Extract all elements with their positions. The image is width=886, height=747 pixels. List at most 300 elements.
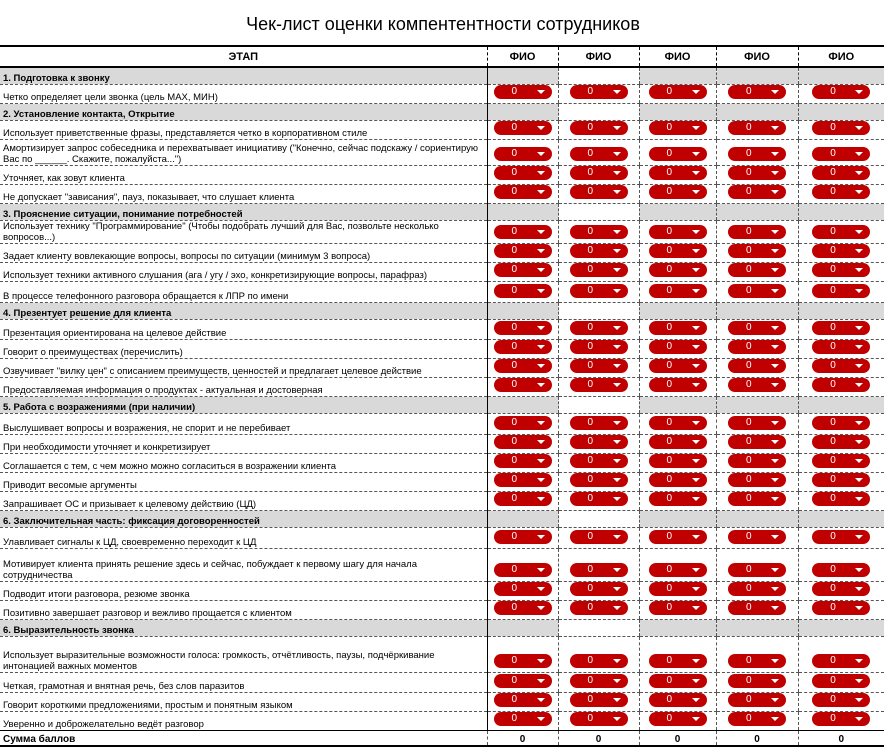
score-value: 0 xyxy=(666,285,673,296)
score-cell xyxy=(558,359,639,378)
score-dropdown[interactable] xyxy=(812,530,870,544)
section-cell xyxy=(558,620,639,637)
score-cell xyxy=(558,492,639,511)
chevron-down-icon xyxy=(537,326,545,330)
score-dropdown[interactable] xyxy=(494,85,552,99)
score-dropdown[interactable] xyxy=(570,435,628,449)
score-cell xyxy=(487,166,558,185)
chevron-down-icon xyxy=(692,171,700,175)
chevron-down-icon xyxy=(613,478,621,482)
score-value: 0 xyxy=(666,341,673,352)
score-dropdown[interactable] xyxy=(570,416,628,430)
score-dropdown[interactable] xyxy=(649,147,707,161)
section-cell xyxy=(798,397,884,414)
criterion-row xyxy=(0,673,884,693)
criterion-row xyxy=(0,359,884,378)
score-cell xyxy=(639,320,716,340)
score-cell xyxy=(639,528,716,549)
chevron-down-icon xyxy=(613,326,621,330)
criterion-row xyxy=(0,693,884,712)
section-title: 5. Работа с возражениями (при наличии) xyxy=(0,397,487,414)
chevron-down-icon xyxy=(613,698,621,702)
total-value: 0 xyxy=(798,731,884,747)
score-dropdown[interactable] xyxy=(649,416,707,430)
score-value: 0 xyxy=(746,264,752,275)
score-dropdown[interactable] xyxy=(812,601,870,615)
score-cell xyxy=(639,166,716,185)
score-dropdown[interactable] xyxy=(728,147,786,161)
score-dropdown[interactable] xyxy=(570,121,628,135)
score-value: 0 xyxy=(830,379,836,390)
criterion-label: При необходимости уточняет и конкретизирует xyxy=(0,435,487,454)
chevron-down-icon xyxy=(692,190,700,194)
score-value: 0 xyxy=(587,360,594,371)
criterion-row xyxy=(0,121,884,140)
checklist-sheet xyxy=(0,45,886,745)
score-dropdown[interactable] xyxy=(728,712,786,726)
score-dropdown[interactable] xyxy=(728,244,786,258)
score-dropdown[interactable] xyxy=(494,712,552,726)
chevron-down-icon xyxy=(855,326,863,330)
score-dropdown[interactable] xyxy=(728,321,786,335)
score-dropdown[interactable] xyxy=(649,712,707,726)
score-dropdown[interactable] xyxy=(728,185,786,199)
score-dropdown[interactable] xyxy=(649,263,707,277)
score-cell xyxy=(487,582,558,601)
score-dropdown[interactable] xyxy=(570,185,628,199)
score-dropdown[interactable] xyxy=(570,147,628,161)
score-value: 0 xyxy=(746,474,752,485)
score-value: 0 xyxy=(746,436,752,447)
criterion-label: Позитивно завершает разговор и вежливо прощается с клиентом xyxy=(0,601,487,620)
score-cell xyxy=(639,673,716,693)
score-dropdown[interactable] xyxy=(570,601,628,615)
score-dropdown[interactable] xyxy=(570,582,628,596)
score-cell xyxy=(558,637,639,673)
score-cell xyxy=(558,263,639,282)
criterion-row xyxy=(0,582,884,601)
score-dropdown[interactable] xyxy=(812,473,870,487)
score-dropdown[interactable] xyxy=(570,473,628,487)
score-value: 0 xyxy=(746,417,752,428)
score-cell xyxy=(558,601,639,620)
criterion-row xyxy=(0,185,884,204)
chevron-down-icon xyxy=(537,459,545,463)
chevron-down-icon xyxy=(537,90,545,94)
score-cell xyxy=(639,221,716,244)
chevron-down-icon xyxy=(537,478,545,482)
name-header: ФИО xyxy=(716,46,798,67)
criterion-row xyxy=(0,414,884,435)
score-value: 0 xyxy=(511,493,518,504)
score-cell xyxy=(558,414,639,435)
score-dropdown[interactable] xyxy=(494,454,552,468)
chevron-down-icon xyxy=(855,289,863,293)
score-cell xyxy=(716,435,798,454)
score-dropdown[interactable] xyxy=(494,321,552,335)
score-dropdown[interactable] xyxy=(728,225,786,239)
score-dropdown[interactable] xyxy=(728,85,786,99)
score-dropdown[interactable] xyxy=(570,674,628,688)
score-dropdown[interactable] xyxy=(728,359,786,373)
chevron-down-icon xyxy=(771,326,779,330)
chevron-down-icon xyxy=(771,90,779,94)
score-dropdown[interactable] xyxy=(494,435,552,449)
chevron-down-icon xyxy=(537,152,545,156)
chevron-down-icon xyxy=(537,364,545,368)
score-dropdown[interactable] xyxy=(728,492,786,506)
score-value: 0 xyxy=(666,322,673,333)
score-cell xyxy=(558,121,639,140)
score-cell xyxy=(798,320,884,340)
score-cell xyxy=(798,492,884,511)
section-cell xyxy=(798,104,884,121)
score-dropdown[interactable] xyxy=(812,359,870,373)
score-dropdown[interactable] xyxy=(570,563,628,577)
score-dropdown[interactable] xyxy=(649,582,707,596)
chevron-down-icon xyxy=(692,152,700,156)
criterion-label: Выслушивает вопросы и возражения, не спорит и не перебивает xyxy=(0,414,487,435)
score-dropdown[interactable] xyxy=(812,582,870,596)
stage-header: ЭТАП xyxy=(0,46,487,67)
score-value: 0 xyxy=(746,360,752,371)
chevron-down-icon xyxy=(855,126,863,130)
score-value: 0 xyxy=(587,713,594,724)
score-dropdown[interactable] xyxy=(812,378,870,392)
score-value: 0 xyxy=(746,675,752,686)
score-dropdown[interactable] xyxy=(570,340,628,354)
score-dropdown[interactable] xyxy=(494,416,552,430)
score-dropdown[interactable] xyxy=(812,244,870,258)
score-value: 0 xyxy=(666,167,673,178)
chevron-down-icon xyxy=(692,535,700,539)
score-dropdown[interactable] xyxy=(494,225,552,239)
criterion-label: Запрашивает ОС и призывает к целевому действию (ЦД) xyxy=(0,492,487,511)
chevron-down-icon xyxy=(771,345,779,349)
score-dropdown[interactable] xyxy=(494,166,552,180)
score-dropdown[interactable] xyxy=(570,530,628,544)
score-dropdown[interactable] xyxy=(812,435,870,449)
score-dropdown[interactable] xyxy=(728,582,786,596)
score-cell xyxy=(639,582,716,601)
score-dropdown[interactable] xyxy=(494,601,552,615)
score-cell xyxy=(639,473,716,492)
score-dropdown[interactable] xyxy=(494,378,552,392)
criterion-label: Не допускает "зависания", пауз, показывает, что слушает клиента xyxy=(0,185,487,204)
score-dropdown[interactable] xyxy=(570,654,628,668)
chevron-down-icon xyxy=(537,698,545,702)
criterion-row xyxy=(0,166,884,185)
section-cell xyxy=(639,104,716,121)
chevron-down-icon xyxy=(537,568,545,572)
section-row xyxy=(0,104,884,121)
score-dropdown[interactable] xyxy=(570,225,628,239)
score-value: 0 xyxy=(511,285,518,296)
score-dropdown[interactable] xyxy=(812,654,870,668)
score-dropdown[interactable] xyxy=(649,244,707,258)
score-cell xyxy=(558,166,639,185)
score-dropdown[interactable] xyxy=(494,582,552,596)
criterion-label: В процессе телефонного разговора обращается к ЛПР по имени xyxy=(0,282,487,303)
score-dropdown[interactable] xyxy=(570,492,628,506)
score-dropdown[interactable] xyxy=(649,454,707,468)
chevron-down-icon xyxy=(692,345,700,349)
score-dropdown[interactable] xyxy=(812,321,870,335)
score-dropdown[interactable] xyxy=(649,563,707,577)
chevron-down-icon xyxy=(771,587,779,591)
score-dropdown[interactable] xyxy=(649,166,707,180)
score-value: 0 xyxy=(746,564,752,575)
score-dropdown[interactable] xyxy=(570,712,628,726)
score-cell xyxy=(639,359,716,378)
criterion-label: Презентация ориентирована на целевое действие xyxy=(0,320,487,340)
score-dropdown[interactable] xyxy=(649,601,707,615)
score-value: 0 xyxy=(511,122,518,133)
score-value: 0 xyxy=(830,148,836,159)
chevron-down-icon xyxy=(613,345,621,349)
score-dropdown[interactable] xyxy=(812,121,870,135)
chevron-down-icon xyxy=(537,190,545,194)
score-dropdown[interactable] xyxy=(812,263,870,277)
score-cell xyxy=(558,712,639,731)
section-cell xyxy=(798,204,884,221)
name-header: ФИО xyxy=(558,46,639,67)
criterion-label: Говорит о преимуществах (перечислить) xyxy=(0,340,487,359)
score-dropdown[interactable] xyxy=(649,284,707,298)
score-dropdown[interactable] xyxy=(494,121,552,135)
criterion-label: Уточняет, как зовут клиента xyxy=(0,166,487,185)
score-dropdown[interactable] xyxy=(570,359,628,373)
score-dropdown[interactable] xyxy=(728,435,786,449)
score-dropdown[interactable] xyxy=(728,416,786,430)
section-cell xyxy=(716,397,798,414)
score-dropdown[interactable] xyxy=(728,340,786,354)
score-dropdown[interactable] xyxy=(812,563,870,577)
score-dropdown[interactable] xyxy=(812,492,870,506)
score-value: 0 xyxy=(830,285,836,296)
score-cell xyxy=(716,693,798,712)
score-dropdown[interactable] xyxy=(649,321,707,335)
score-dropdown[interactable] xyxy=(728,473,786,487)
score-value: 0 xyxy=(587,655,594,666)
score-dropdown[interactable] xyxy=(570,378,628,392)
score-dropdown[interactable] xyxy=(728,454,786,468)
score-dropdown[interactable] xyxy=(649,473,707,487)
score-dropdown[interactable] xyxy=(812,454,870,468)
score-dropdown[interactable] xyxy=(570,166,628,180)
score-value: 0 xyxy=(830,602,836,613)
score-dropdown[interactable] xyxy=(728,601,786,615)
score-dropdown[interactable] xyxy=(494,674,552,688)
chevron-down-icon xyxy=(613,568,621,572)
chevron-down-icon xyxy=(692,606,700,610)
score-dropdown[interactable] xyxy=(812,284,870,298)
score-dropdown[interactable] xyxy=(728,166,786,180)
score-value: 0 xyxy=(830,531,836,542)
section-cell xyxy=(798,67,884,85)
criterion-row xyxy=(0,454,884,473)
criterion-row xyxy=(0,601,884,620)
score-value: 0 xyxy=(666,264,673,275)
chevron-down-icon xyxy=(613,152,621,156)
score-value: 0 xyxy=(666,531,673,542)
section-cell xyxy=(558,104,639,121)
score-dropdown[interactable] xyxy=(649,359,707,373)
score-cell xyxy=(716,282,798,303)
section-title: 6. Выразительность звонка xyxy=(0,620,487,637)
score-value: 0 xyxy=(830,493,836,504)
chevron-down-icon xyxy=(613,535,621,539)
score-value: 0 xyxy=(511,455,518,466)
score-dropdown[interactable] xyxy=(649,85,707,99)
score-dropdown[interactable] xyxy=(649,674,707,688)
score-dropdown[interactable] xyxy=(494,340,552,354)
chevron-down-icon xyxy=(537,440,545,444)
score-dropdown[interactable] xyxy=(494,147,552,161)
score-cell xyxy=(487,263,558,282)
score-dropdown[interactable] xyxy=(494,654,552,668)
score-dropdown[interactable] xyxy=(494,530,552,544)
score-cell xyxy=(639,378,716,397)
score-value: 0 xyxy=(746,655,752,666)
score-dropdown[interactable] xyxy=(494,693,552,707)
score-dropdown[interactable] xyxy=(728,674,786,688)
score-dropdown[interactable] xyxy=(728,284,786,298)
chevron-down-icon xyxy=(855,606,863,610)
score-dropdown[interactable] xyxy=(728,563,786,577)
score-cell xyxy=(798,473,884,492)
score-cell xyxy=(639,435,716,454)
chevron-down-icon xyxy=(855,659,863,663)
criterion-row xyxy=(0,340,884,359)
score-dropdown[interactable] xyxy=(649,185,707,199)
score-dropdown[interactable] xyxy=(649,378,707,392)
score-dropdown[interactable] xyxy=(494,563,552,577)
score-dropdown[interactable] xyxy=(812,340,870,354)
chevron-down-icon xyxy=(771,459,779,463)
score-dropdown[interactable] xyxy=(812,712,870,726)
score-value: 0 xyxy=(666,493,673,504)
score-dropdown[interactable] xyxy=(570,263,628,277)
score-dropdown[interactable] xyxy=(494,492,552,506)
score-dropdown[interactable] xyxy=(570,693,628,707)
chevron-down-icon xyxy=(855,364,863,368)
score-dropdown[interactable] xyxy=(812,166,870,180)
score-cell xyxy=(716,492,798,511)
total-value: 0 xyxy=(558,731,639,747)
criterion-row xyxy=(0,637,884,673)
score-value: 0 xyxy=(511,713,518,724)
score-dropdown[interactable] xyxy=(728,654,786,668)
score-dropdown[interactable] xyxy=(570,321,628,335)
score-dropdown[interactable] xyxy=(812,693,870,707)
score-dropdown[interactable] xyxy=(649,492,707,506)
score-cell xyxy=(558,528,639,549)
score-dropdown[interactable] xyxy=(494,284,552,298)
score-value: 0 xyxy=(666,122,673,133)
criterion-label: Мотивирует клиента принять решение здесь и сейчас, побуждает к первому шагу для начала сотрудничества xyxy=(0,549,487,582)
score-value: 0 xyxy=(666,713,673,724)
score-dropdown[interactable] xyxy=(812,225,870,239)
score-value: 0 xyxy=(746,186,752,197)
score-value: 0 xyxy=(830,122,836,133)
chevron-down-icon xyxy=(855,249,863,253)
score-cell xyxy=(487,282,558,303)
score-dropdown[interactable] xyxy=(494,244,552,258)
score-value: 0 xyxy=(830,360,836,371)
score-dropdown[interactable] xyxy=(494,185,552,199)
total-value: 0 xyxy=(716,731,798,747)
criterion-label: Предоставляемая информация о продуктах - актуальная и достоверная xyxy=(0,378,487,397)
score-dropdown[interactable] xyxy=(728,263,786,277)
chevron-down-icon xyxy=(771,497,779,501)
chevron-down-icon xyxy=(692,126,700,130)
score-dropdown[interactable] xyxy=(494,359,552,373)
chevron-down-icon xyxy=(537,587,545,591)
score-dropdown[interactable] xyxy=(649,435,707,449)
score-dropdown[interactable] xyxy=(649,121,707,135)
score-dropdown[interactable] xyxy=(812,85,870,99)
section-title: 6. Заключительная часть: фиксация договоренностей xyxy=(0,511,487,528)
score-cell xyxy=(798,549,884,582)
score-dropdown[interactable] xyxy=(649,340,707,354)
score-cell xyxy=(716,320,798,340)
score-value: 0 xyxy=(666,564,673,575)
score-cell xyxy=(798,378,884,397)
section-title: 3. Прояснение ситуации, понимание потребностей xyxy=(0,204,487,221)
score-dropdown[interactable] xyxy=(728,378,786,392)
section-cell xyxy=(639,204,716,221)
score-dropdown[interactable] xyxy=(728,530,786,544)
score-value: 0 xyxy=(511,264,518,275)
score-cell xyxy=(487,637,558,673)
score-dropdown[interactable] xyxy=(570,284,628,298)
score-dropdown[interactable] xyxy=(649,530,707,544)
score-dropdown[interactable] xyxy=(649,225,707,239)
score-dropdown[interactable] xyxy=(649,693,707,707)
chevron-down-icon xyxy=(692,268,700,272)
score-dropdown[interactable] xyxy=(494,473,552,487)
score-dropdown[interactable] xyxy=(812,674,870,688)
score-cell xyxy=(798,263,884,282)
score-cell xyxy=(487,435,558,454)
score-value: 0 xyxy=(746,322,752,333)
score-dropdown[interactable] xyxy=(812,185,870,199)
chevron-down-icon xyxy=(613,126,621,130)
score-dropdown[interactable] xyxy=(649,654,707,668)
score-cell xyxy=(487,454,558,473)
score-value: 0 xyxy=(587,694,594,705)
section-cell xyxy=(639,303,716,320)
score-dropdown[interactable] xyxy=(494,263,552,277)
score-value: 0 xyxy=(511,675,518,686)
score-dropdown[interactable] xyxy=(812,147,870,161)
score-dropdown[interactable] xyxy=(570,244,628,258)
score-dropdown[interactable] xyxy=(728,693,786,707)
section-cell xyxy=(558,204,639,221)
chevron-down-icon xyxy=(537,497,545,501)
score-dropdown[interactable] xyxy=(570,454,628,468)
score-dropdown[interactable] xyxy=(728,121,786,135)
score-dropdown[interactable] xyxy=(812,416,870,430)
score-value: 0 xyxy=(830,86,836,97)
score-cell xyxy=(558,454,639,473)
score-cell xyxy=(639,244,716,263)
score-cell xyxy=(639,414,716,435)
score-dropdown[interactable] xyxy=(570,85,628,99)
score-value: 0 xyxy=(830,167,836,178)
section-cell xyxy=(639,67,716,85)
